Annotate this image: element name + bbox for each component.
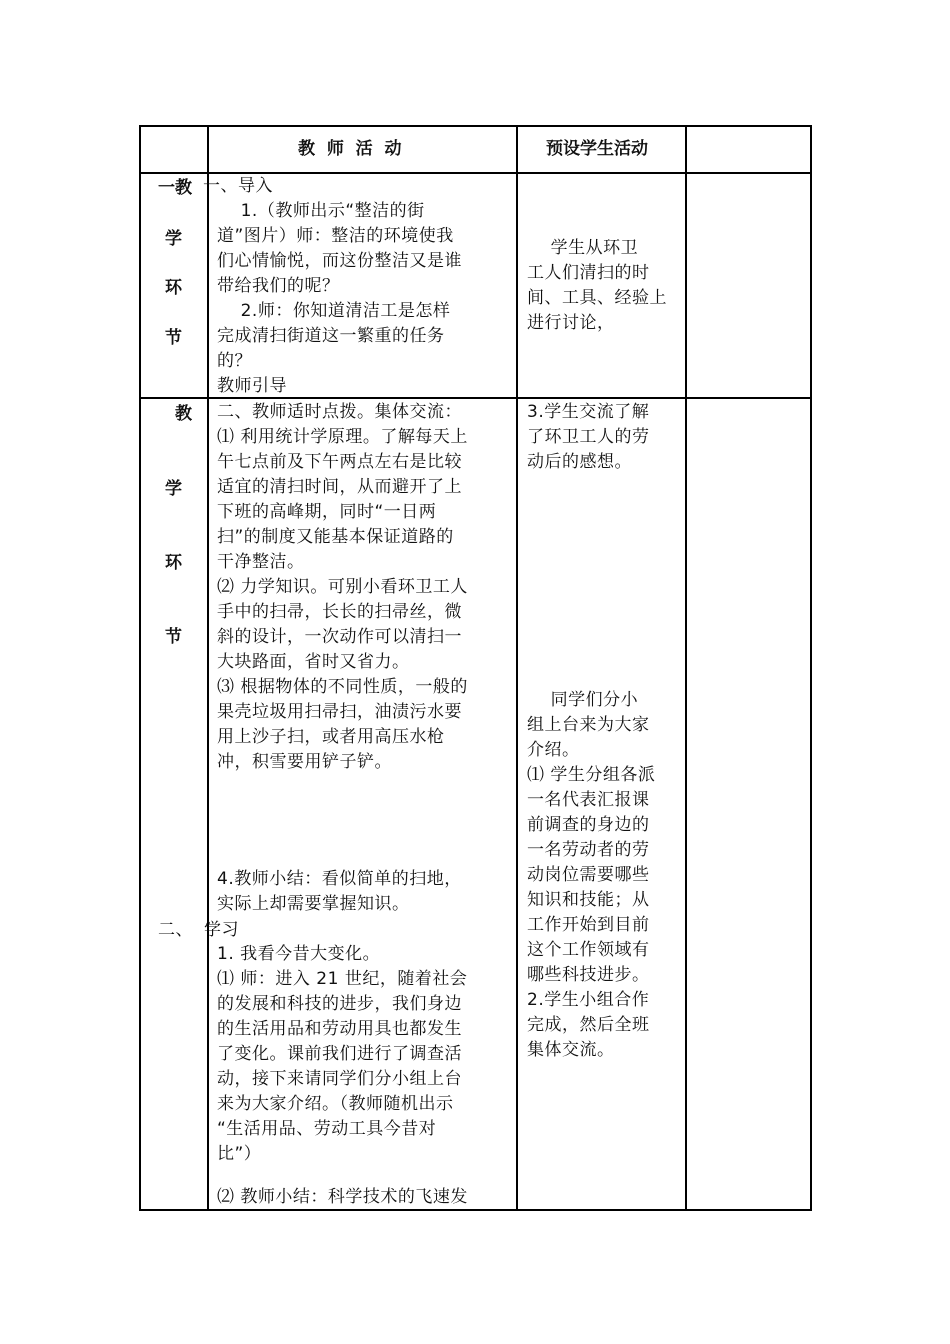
text-line: ⑴ 利用统计学原理。了解每天上 (217, 427, 468, 447)
text-line: 了环卫工人的劳 (527, 427, 650, 447)
text-line: 用上沙子扫，或者用高压水枪 (217, 727, 445, 747)
text-line: 完成，然后全班 (527, 1015, 650, 1035)
text-line: 1.（教师出示“整洁的街 (217, 201, 425, 221)
text-line: 大块路面，省时又省力。 (217, 652, 410, 672)
text-line: 间、工具、经验上 (527, 288, 667, 308)
text-line: 工作开始到目前 (527, 915, 650, 935)
text-line: 3.学生交流了解 (527, 402, 650, 422)
text-line: 斜的设计，一次动作可以清扫一 (217, 627, 462, 647)
text-line: 的？ (217, 351, 252, 371)
stage-label-row1-char4: 节 (165, 328, 182, 348)
text-line: 4.教师小结：看似简单的扫地， (217, 869, 462, 889)
table-border-bottom (139, 1209, 812, 1211)
text-line: ⑵ 教师小结：科学技术的飞速发 (217, 1187, 468, 1207)
text-line: 的发展和科技的进步，我们身边 (217, 994, 462, 1014)
text-line: 一名代表汇报课 (527, 790, 650, 810)
text-line: 干净整洁。 (217, 552, 305, 572)
text-line: 实际上却需要掌握知识。 (217, 894, 410, 914)
text-line: 比”） (217, 1144, 262, 1164)
text-line: 同学们分小 (527, 690, 639, 710)
text-line: 哪些科技进步。 (527, 965, 650, 985)
text-line: 们心情愉悦，而这份整洁又是谁 (217, 251, 462, 271)
text-line: 1. 我看今昔大变化。 (217, 944, 381, 964)
text-line: 教师引导 (217, 376, 287, 396)
text-line: 这个工作领域有 (527, 940, 650, 960)
text-line: 午七点前及下午两点左右是比较 (217, 452, 462, 472)
text-line: 2.师：你知道清洁工是怎样 (217, 301, 451, 321)
stage-label-row2-char1: 教 (175, 404, 192, 424)
stage-label-row2-char3: 环 (165, 553, 182, 573)
text-line: “生活用品、劳动工具今昔对 (217, 1119, 437, 1139)
column-divider-1 (207, 125, 209, 1211)
text-line: 的生活用品和劳动用具也都发生 (217, 1019, 462, 1039)
text-line: 一名劳动者的劳 (527, 840, 650, 860)
column-divider-3 (685, 125, 687, 1211)
stage-label-row1-char2: 学 (165, 229, 182, 249)
stage-label-row1-char1: 一教 (158, 178, 192, 198)
text-line: 集体交流。 (527, 1040, 615, 1060)
stage-label-row2-char2: 学 (165, 479, 182, 499)
text-line: 动岗位需要哪些 (527, 865, 650, 885)
text-line: 知识和技能；从 (527, 890, 650, 910)
header-student-activity: 预设学生活动 (546, 139, 648, 159)
text-line: 学生从环卫 (527, 238, 639, 258)
text-line: 工人们清扫的时 (527, 263, 650, 283)
text-line: 道”图片）师：整洁的环境使我 (217, 226, 454, 246)
column-divider-2 (516, 125, 518, 1211)
text-line: 动后的感想。 (527, 452, 632, 472)
text-line: 手中的扫帚，长长的扫帚丝，微 (217, 602, 462, 622)
text-line: 进行讨论， (527, 313, 615, 333)
text-line: 下班的高峰期，同时“一日两 (217, 502, 437, 522)
text-line: 完成清扫街道这一繁重的任务 (217, 326, 445, 346)
table-border-right (810, 125, 812, 1211)
text-line: ⑵ 力学知识。可别小看环卫工人 (217, 577, 468, 597)
text-line: 2.学生小组合作 (527, 990, 650, 1010)
section-heading-learning: 学习 (204, 920, 239, 940)
text-line: 二、教师适时点拨。集体交流： (217, 402, 462, 422)
text-line: ⑴ 学生分组各派 (527, 765, 656, 785)
text-line: 组上台来为大家 (527, 715, 650, 735)
text-line: 动，接下来请同学们分小组上台 (217, 1069, 462, 1089)
text-line: 果壳垃圾用扫帚扫，油渍污水要 (217, 702, 462, 722)
text-line: 来为大家介绍。（教师随机出示 (217, 1094, 454, 1114)
text-line: 扫”的制度又能基本保证道路的 (217, 527, 454, 547)
text-line: 冲，积雪要用铲子铲。 (217, 752, 392, 772)
text-line: 适宜的清扫时间，从而避开了上 (217, 477, 462, 497)
text-line: ⑶ 根据物体的不同性质，一般的 (217, 677, 468, 697)
text-line: 前调查的身边的 (527, 815, 650, 835)
text-line: 介绍。 (527, 740, 580, 760)
section-number-label: 二、 (158, 920, 193, 940)
text-line: 了变化。课前我们进行了调查活 (217, 1044, 462, 1064)
text-line: 带给我们的呢？ (217, 276, 340, 296)
table-border-left (139, 125, 141, 1211)
table-border-top (139, 125, 812, 127)
header-teacher-activity: 教 师 活 动 (298, 139, 402, 159)
stage-label-row2-char4: 节 (165, 627, 182, 647)
stage-label-row1-char3: 环 (165, 278, 182, 298)
text-line: ⑴ 师：进入 21 世纪，随着社会 (217, 969, 468, 989)
text-line: 一、导入 (203, 176, 273, 196)
